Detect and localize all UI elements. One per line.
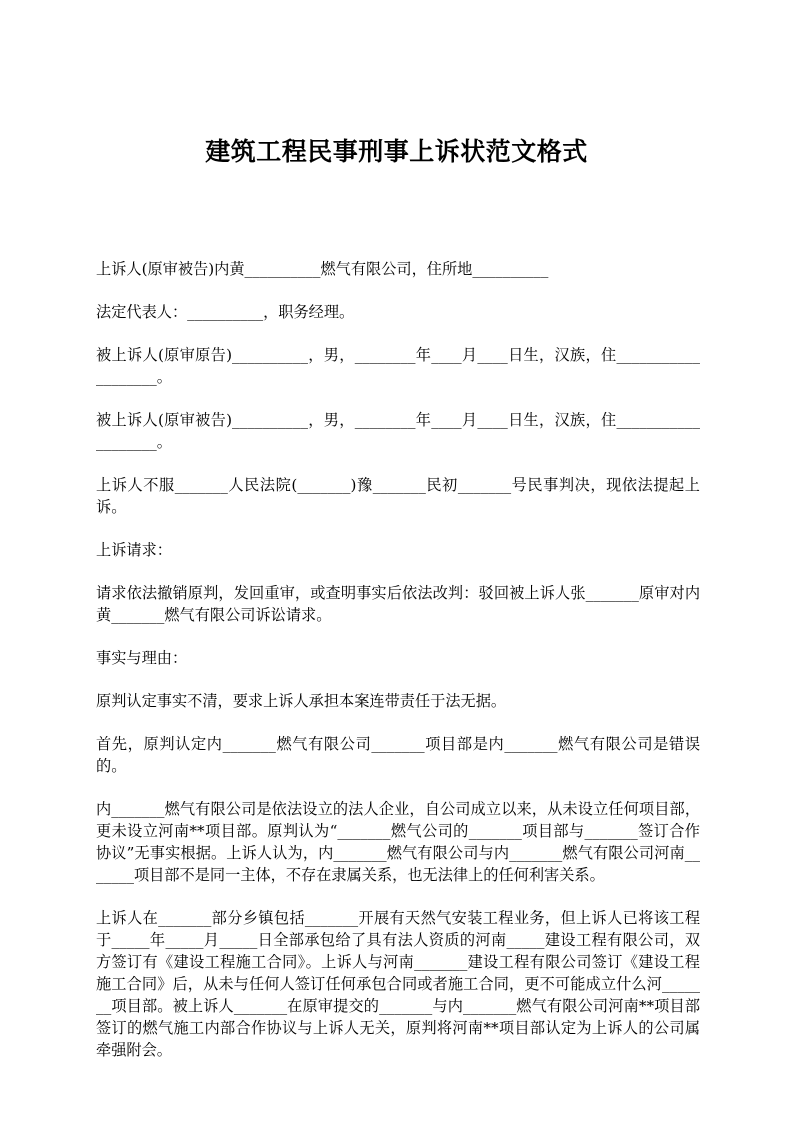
first-reason-paragraph: 首先，原判认定内_______燃气有限公司_______项目部是内_______燃气有限公司是错误的。 xyxy=(96,735,700,775)
appeal-requests-heading: 上诉请求： xyxy=(96,541,172,559)
appeal-requests-paragraph: 请求依法撤销原判，发回重审，或查明事实后依法改判：驳回被上诉人张_______原审对内黄_______燃气有限公司诉讼请求。 xyxy=(96,584,700,624)
appellee-plaintiff-paragraph: 被上诉人(原审原告)__________，男，________年____月____日生，汉族，住___________________。 xyxy=(96,346,700,386)
contract-explanation-paragraph: 上诉人在_______部分乡镇包括_______开展有天然气安装工程业务，但上诉人已将该工程于_____年_____月_____日全部承包给了具有法人资质的河南_____建设工程有限公司，双方签订有《建设工程施工合同》。上诉人与河南_______建设工程有限公司签订《建设工程施工合同》后，从未与任何人签订任何承包合同或者施工合同，更不可能成立什么河_______项目部。被上诉人_______在原审提交的_______与内_______燃气有限公司河南**项目部签订的燃气施工内部合作协议与上诉人无关，原判将河南**项目部认定为上诉人的公司属牵强附会。 xyxy=(96,909,700,1059)
company-explanation-paragraph: 内_______燃气有限公司是依法设立的法人企业，自公司成立以来，从未设立任何项目部，更未设立河南**项目部。原判认为“_______燃气公司的_______项目部与_______签订合作协议”无事实根据。上诉人认为，内_______燃气有限公司与内_______燃气有限公司河南_______项目部不是同一主体，不存在隶属关系，也无法律上的任何利害关系。 xyxy=(96,800,700,884)
appeal-statement-paragraph: 上诉人不服_______人民法院(_______)豫_______民初_______号民事判决，现依法提起上诉。 xyxy=(96,476,700,516)
appellee-defendant-paragraph: 被上诉人(原审被告)__________，男，________年____月____日生，汉族，住___________________。 xyxy=(96,411,700,451)
document-body xyxy=(96,258,700,1082)
facts-and-reasons-heading: 事实与理由： xyxy=(96,649,188,667)
document-title: 建筑工程民事刑事上诉状范文格式 xyxy=(205,137,588,166)
legal-representative-paragraph: 法定代表人：__________，职务经理。 xyxy=(96,303,355,321)
facts-summary-paragraph: 原判认定事实不清，要求上诉人承担本案连带责任于法无据。 xyxy=(96,692,507,710)
appellant-paragraph: 上诉人(原审被告)内黄__________燃气有限公司，住所地__________ xyxy=(96,260,549,278)
